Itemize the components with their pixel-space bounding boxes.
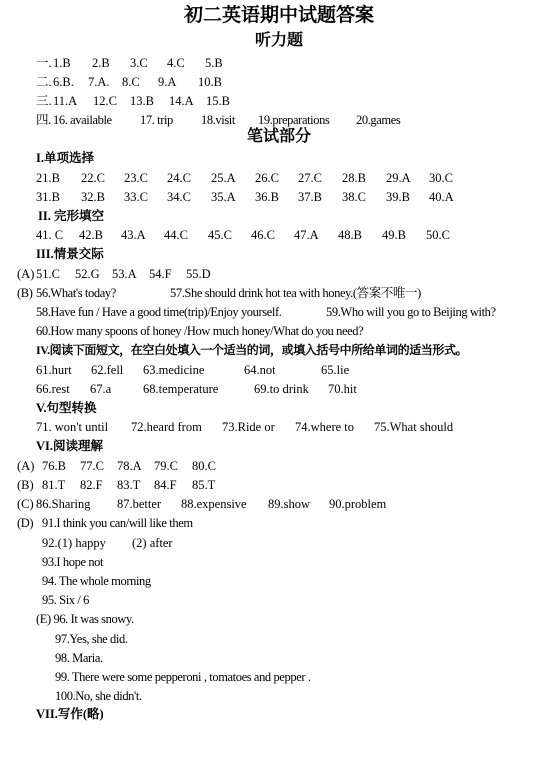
written-heading: 笔试部分 [246, 128, 311, 145]
part-label: (D) [17, 516, 34, 530]
answer: 90.problem [329, 497, 387, 511]
answer: 23.C [124, 171, 148, 185]
part-label: (B) [17, 286, 33, 300]
part-label: (A) [17, 459, 35, 473]
answer: 13.B [130, 94, 154, 108]
answer: 8.C [122, 75, 140, 89]
answer: 48.B [338, 228, 362, 242]
answer: 34.C [167, 190, 191, 204]
answer: 85.T [192, 478, 216, 492]
answer: 19.preparations [258, 113, 330, 127]
answer: 5.B [205, 56, 223, 70]
answer: 83.T [117, 478, 141, 492]
answer: 32.B [81, 190, 105, 204]
answer: 35.A [211, 190, 236, 204]
answer: 40.A [429, 190, 454, 204]
answer: 2.B [92, 56, 110, 70]
answer: 1.B [53, 56, 71, 70]
answer: 20.games [356, 113, 401, 127]
answer: 64.not [244, 363, 276, 377]
answer: 71. won't until [36, 420, 109, 434]
answer: 81.T [42, 478, 66, 492]
answer: 58.Have fun / Have a good time(trip)/Enjoy yourself. [36, 305, 282, 319]
answer: 63.medicine [143, 363, 205, 377]
answer: 54.F [149, 267, 172, 281]
answer: 4.C [167, 56, 185, 70]
answer: 59.Who will you go to Beijing with? [326, 305, 496, 319]
answer: 22.C [81, 171, 105, 185]
answer: 65.lie [321, 363, 350, 377]
answer: 17. trip [140, 113, 173, 127]
section-6-row-99: 99. There were some pepperoni , tomatoes and pepper . [55, 670, 311, 684]
answer: 88.expensive [181, 497, 247, 511]
answer: 38.C [342, 190, 366, 204]
answer: 37.B [298, 190, 322, 204]
section-2-heading: II. 完形填空 [38, 209, 104, 223]
answer: 24.C [167, 171, 191, 185]
answer: 86.Sharing [36, 497, 91, 511]
section-6-row-93: 93.I hope not [42, 555, 104, 569]
section-4-heading: IV.阅读下面短文，在空白处填入一个适当的词，或填入括号中所给单词的适当形式。 [36, 343, 468, 357]
answer: 87.better [117, 497, 162, 511]
answer: 61.hurt [36, 363, 72, 377]
answer: 39.B [386, 190, 410, 204]
answer: 25.A [211, 171, 236, 185]
answer: 79.C [154, 459, 178, 473]
section-6-row-96: (E) 96. It was snowy. [36, 612, 134, 626]
answer: 16. available [53, 113, 112, 127]
section-5-heading: V.句型转换 [36, 401, 97, 415]
section-6-row-95: 95. Six / 6 [42, 593, 89, 607]
row-prefix: 四. [36, 113, 51, 127]
listening-heading: 听力题 [254, 32, 303, 49]
answer: 77.C [80, 459, 104, 473]
answer: 28.B [342, 171, 366, 185]
answer: 47.A [294, 228, 319, 242]
answer: 26.C [255, 171, 279, 185]
answer: 69.to drink [254, 382, 309, 396]
answer: 15.B [206, 94, 230, 108]
answer: 91.I think you can/will like them [42, 516, 193, 530]
answer: 7.A. [88, 75, 110, 89]
answer: 51.C [36, 267, 60, 281]
answer: 82.F [80, 478, 103, 492]
answer: 80.C [192, 459, 216, 473]
row-prefix: 一. [36, 56, 52, 70]
answer: 21.B [36, 171, 60, 185]
section-1-heading: I.单项选择 [36, 151, 94, 165]
answer: 9.A [158, 75, 177, 89]
section-3-heading: III.情景交际 [36, 247, 104, 261]
answer: 12.C [93, 94, 117, 108]
section-6-row-100: 100.No, she didn't. [55, 689, 142, 703]
answer: 72.heard from [131, 420, 202, 434]
section-3-row-60: 60.How many spoons of honey /How much honey/What do you need? [36, 324, 364, 338]
page-title: 初二英语期中试题答案 [183, 5, 374, 26]
section-7-heading: VII.写作(略) [36, 707, 104, 721]
part-label: (C) [17, 497, 34, 511]
answer: 73.Ride or [222, 420, 275, 434]
answer: 27.C [298, 171, 322, 185]
answer: 50.C [426, 228, 450, 242]
answer: 56.What's today? [36, 286, 116, 300]
answer: 6.B. [53, 75, 74, 89]
answer: 10.B [198, 75, 222, 89]
answer: 76.B [42, 459, 66, 473]
answer: 68.temperature [143, 382, 219, 396]
answer: 52.G [75, 267, 100, 281]
answer: 42.B [79, 228, 103, 242]
answer: 3.C [130, 56, 148, 70]
section-6-row-94: 94. The whole morning [42, 574, 151, 588]
answer: 44.C [164, 228, 188, 242]
answer: 45.C [208, 228, 232, 242]
answer: 74.where to [295, 420, 355, 434]
answer: 46.C [251, 228, 275, 242]
section-6-heading: VI.阅读理解 [36, 439, 104, 453]
answer: 18.visit [201, 113, 235, 127]
answer: 31.B [36, 190, 60, 204]
answer: 75.What should [374, 420, 454, 434]
answer: 55.D [186, 267, 211, 281]
answer: 92.(1) happy [42, 536, 106, 550]
section-6-row-98: 98. Maria. [55, 651, 103, 665]
answer: 70.hit [328, 382, 357, 396]
answer: 41. C [36, 228, 64, 242]
answer: 67.a [90, 382, 112, 396]
answer: 33.C [124, 190, 148, 204]
answer: 53.A [112, 267, 137, 281]
answer: (2) after [132, 536, 173, 550]
section-6-row-97: 97.Yes, she did. [55, 632, 128, 646]
answer: 57.She should drink hot tea with honey.(答案不唯一) [170, 286, 421, 300]
row-prefix: 二. [36, 75, 52, 89]
answer: 43.A [121, 228, 146, 242]
row-prefix: 三. [36, 94, 52, 108]
part-label: (B) [17, 478, 34, 492]
answer: 62.fell [91, 363, 124, 377]
answer: 11.A [53, 94, 78, 108]
answer: 36.B [255, 190, 279, 204]
part-label: (A) [17, 267, 35, 281]
answer: 29.A [386, 171, 411, 185]
answer: 30.C [429, 171, 453, 185]
answer: 89.show [268, 497, 311, 511]
answer: 78.A [117, 459, 142, 473]
answer: 49.B [382, 228, 406, 242]
answer: 14.A [169, 94, 194, 108]
answer: 84.F [154, 478, 177, 492]
answer: 66.rest [36, 382, 70, 396]
